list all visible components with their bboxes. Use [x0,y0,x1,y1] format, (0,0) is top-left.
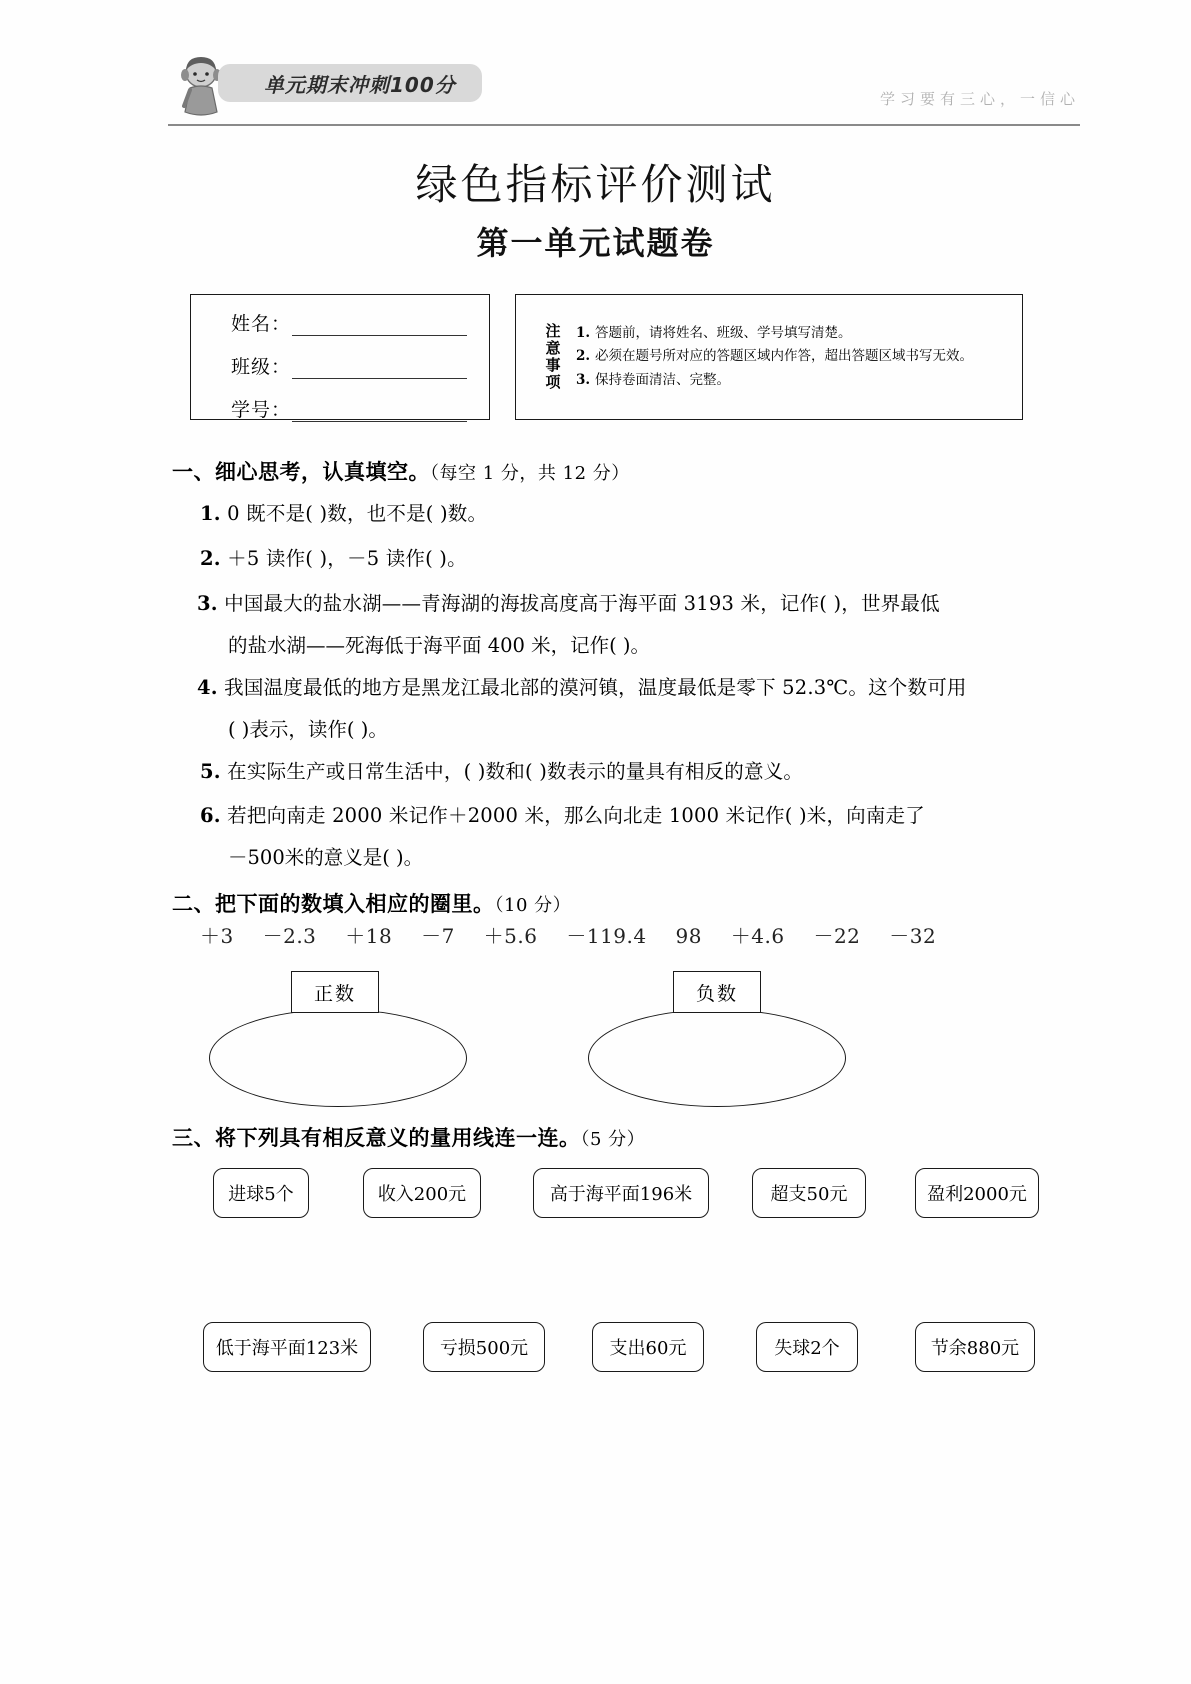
notice-box [515,294,1023,420]
section-1-heading [172,456,630,486]
notice-item-number: 3. [576,371,591,388]
page-header [168,58,1080,130]
question-3-number: 3. [197,592,218,615]
info-row-name [231,309,489,336]
notice-item-number: 2. [576,348,591,365]
student-info-box [190,294,490,420]
number-pool [200,920,936,949]
notice-item [576,322,1010,345]
negative-numbers-circle[interactable] [588,1009,846,1107]
notice-title-char-3: 事 [545,356,561,374]
negative-numbers-label: 负数 [673,971,761,1013]
section-2-title: 二、把下面的数填入相应的圈里。 [172,892,495,916]
notice-item [576,369,1010,392]
question-1-text: 0 既不是( )数，也不是( )数。 [227,502,488,525]
question-6 [200,800,925,828]
studentid-input-line[interactable] [292,404,467,422]
match-box-top-1[interactable]: 进球5个 [213,1168,309,1218]
question-4 [197,672,967,700]
notice-title [530,323,576,390]
section-2-points: （10 分） [494,895,572,916]
question-6-text-line-1: 若把向南走 2000 米记作＋2000 米，那么向北走 1000 米记作( )米，向南走了 [227,804,925,827]
number-item: －22 [813,924,861,948]
question-3-text-line-1: 中国最大的盐水湖——青海湖的海拔高度高于海平面 3193 米，记作( )，世界最低 [224,592,940,615]
header-motto: 学习要有三心，一信心 [879,90,1080,108]
match-box-bottom-1[interactable]: 低于海平面123米 [203,1322,371,1372]
number-item: －119.4 [566,924,647,948]
question-4-line-2: ( )表示，读作( )。 [228,718,388,741]
question-4-text-line-1: 我国温度最低的地方是黑龙江最北部的漠河镇，温度最低是零下 52.3℃。这个数可用 [224,676,967,699]
name-input-line[interactable] [292,318,467,336]
notice-title-char-4: 项 [545,372,561,391]
class-input-line[interactable] [292,361,467,379]
question-2-text: ＋5 读作( )，－5 读作( )。 [227,547,467,570]
number-item: ＋4.6 [730,924,785,948]
name-label: 姓名： [231,313,292,335]
match-box-bottom-4[interactable]: 失球2个 [756,1322,858,1372]
brand-pill: 单元期末冲刺100分 [218,64,482,102]
question-5-text: 在实际生产或日常生活中，( )数和( )数表示的量具有相反的意义。 [227,760,804,783]
match-box-bottom-5[interactable]: 节余880元 [915,1322,1035,1372]
notice-title-char-2: 意 [545,339,561,358]
notice-item-text: 答题前，请将姓名、班级、学号填写清楚。 [595,325,852,342]
number-item: ＋5.6 [483,924,538,948]
page-title: 绿色指标评价测试 [415,160,776,209]
section-3-heading [172,1122,645,1152]
number-item: －2.3 [262,924,317,948]
info-row-class [231,352,489,379]
section-1-title: 一、细心思考，认真填空。 [172,460,430,484]
match-box-bottom-3[interactable]: 支出60元 [592,1322,704,1372]
match-box-top-4[interactable]: 超支50元 [752,1168,866,1218]
question-2 [200,543,467,571]
class-label: 班级： [231,356,292,378]
question-1-number: 1. [200,502,221,525]
notice-item [576,345,1010,368]
header-divider [168,124,1080,126]
number-item: －32 [889,924,937,948]
question-4-number: 4. [197,676,218,699]
question-5 [200,756,803,784]
question-1 [200,498,487,526]
number-item: ＋18 [345,924,393,948]
question-6-line-2: －500米的意义是( )。 [228,846,424,869]
section-2-heading [172,888,571,918]
number-item: ＋3 [200,924,234,948]
positive-numbers-label: 正数 [291,971,379,1013]
question-3 [197,588,940,616]
notice-item-number: 1. [576,325,591,342]
section-1-points: （每空 1 分，共 12 分） [430,463,630,484]
match-box-top-5[interactable]: 盈利2000元 [915,1168,1039,1218]
section-3-title: 三、将下列具有相反意义的量用线连一连。 [172,1126,581,1150]
question-5-number: 5. [200,760,221,783]
section-3-points: （5 分） [580,1129,646,1150]
number-item: 98 [675,924,702,948]
notice-item-text: 必须在题号所对应的答题区域内作答，超出答题区域书写无效。 [595,348,973,365]
page-subtitle: 第一单元试题卷 [476,224,715,262]
notice-list [576,322,1022,392]
number-item: －7 [421,924,455,948]
question-2-number: 2. [200,547,221,570]
match-box-top-3[interactable]: 高于海平面196米 [533,1168,709,1218]
info-row-studentid [231,395,489,422]
notice-item-text: 保持卷面清洁、完整。 [595,371,730,388]
question-6-number: 6. [200,804,221,827]
match-box-bottom-2[interactable]: 亏损500元 [423,1322,545,1372]
question-3-line-2: 的盐水湖——死海低于海平面 400 米，记作( )。 [228,634,651,657]
studentid-label: 学号： [231,399,292,421]
positive-numbers-circle[interactable] [209,1009,467,1107]
match-box-top-2[interactable]: 收入200元 [363,1168,481,1218]
notice-title-char-1: 注 [545,322,561,341]
